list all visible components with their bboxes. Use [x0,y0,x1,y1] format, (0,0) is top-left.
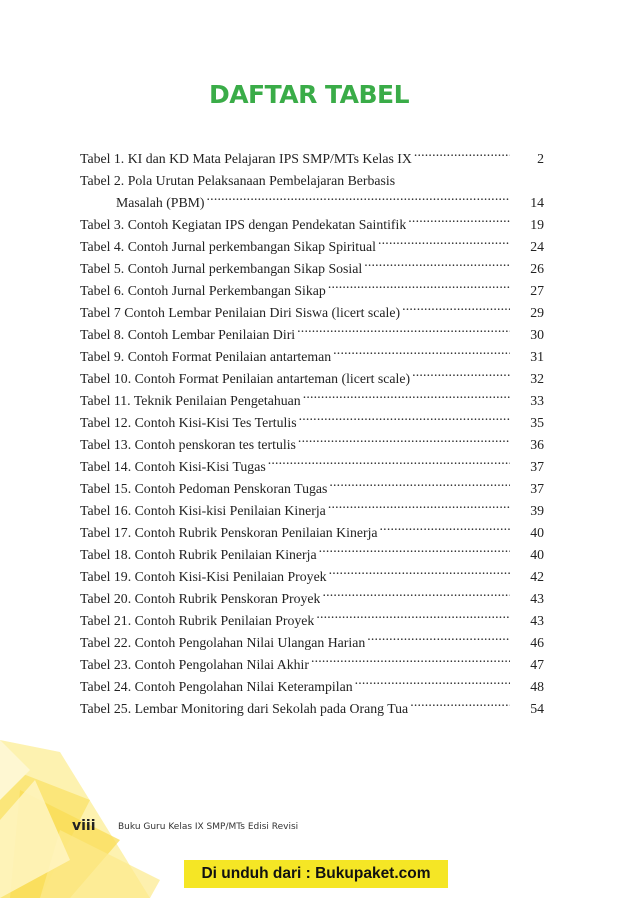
footer-page-number: viii [72,818,96,834]
toc-label: Tabel 13. Contoh penskoran tes tertulis [80,437,296,452]
toc-page-number: 33 [530,393,544,408]
dot-leader [410,691,510,713]
dot-leader [207,185,510,207]
toc-label: Tabel 22. Contoh Pengolahan Nilai Ulangan Harian [80,635,366,650]
dot-leader [333,339,510,361]
toc-label: Tabel 18. Contoh Rubrik Penilaian Kinerja [80,547,317,562]
dot-leader [303,383,510,405]
dot-leader [319,537,510,559]
toc-label: Tabel 15. Contoh Pedoman Penskoran Tugas [80,481,328,496]
toc-page-number: 24 [530,239,544,254]
toc-page-number: 43 [530,591,544,606]
dot-leader [408,207,510,229]
table-of-tables [80,141,544,716]
dot-leader [414,141,510,163]
toc-page-number: 19 [530,217,544,232]
dot-leader [298,427,510,449]
dot-leader [328,493,510,515]
toc-label: Tabel 8. Contoh Lembar Penilaian Diri [80,327,296,342]
dot-leader [299,405,510,427]
download-watermark: Di unduh dari : Bukupaket.com [184,860,448,888]
toc-page-number: 39 [530,503,544,518]
dot-leader [355,669,510,691]
toc-label: Tabel 1. KI dan KD Mata Pelajaran IPS SMP/MTs Kelas IX [80,151,412,166]
dot-leader [412,361,510,383]
toc-label: Tabel 4. Contoh Jurnal perkembangan Sikap Spiritual [80,239,376,254]
dot-leader [322,581,510,603]
toc-page-number: 31 [530,349,544,364]
dot-leader [367,625,510,647]
toc-page-number: 40 [530,547,544,562]
dot-leader [397,163,510,185]
toc-label: Tabel 2. Pola Urutan Pelaksanaan Pembelajaran Berbasis [80,173,396,188]
toc-page-number: 35 [530,415,544,430]
dot-leader [329,471,510,493]
toc-label: Tabel 24. Contoh Pengolahan Nilai Keterampilan [80,679,353,694]
toc-page-number: 14 [530,195,544,210]
toc-row [80,141,544,166]
dot-leader [380,515,510,537]
toc-label: Tabel 14. Contoh Kisi-Kisi Tugas [80,459,266,474]
toc-label: Tabel 5. Contoh Jurnal perkembangan Sikap Sosial [80,261,363,276]
toc-page-number: 30 [530,327,544,342]
dot-leader [316,603,510,625]
toc-page-number: 42 [530,569,544,584]
dot-leader [364,251,510,273]
toc-label: Tabel 3. Contoh Kegiatan IPS dengan Pendekatan Saintifik [80,217,407,232]
toc-label: Tabel 23. Contoh Pengolahan Nilai Akhir [80,657,309,672]
toc-label: Tabel 19. Contoh Kisi-Kisi Penilaian Proyek [80,569,327,584]
toc-page-number: 37 [530,459,544,474]
toc-page-number: 47 [530,657,544,672]
toc-label: Tabel 16. Contoh Kisi-kisi Penilaian Kinerja [80,503,326,518]
dot-leader [402,295,510,317]
dot-leader [329,559,510,581]
toc-label: Tabel 7 Contoh Lembar Penilaian Diri Siswa (licert scale) [80,305,401,320]
toc-label: Tabel 12. Contoh Kisi-Kisi Tes Tertulis [80,415,297,430]
toc-page-number: 32 [530,371,544,386]
toc-page-number: 37 [530,481,544,496]
dot-leader [268,449,510,471]
toc-label: Tabel 9. Contoh Format Penilaian antarteman [80,349,332,364]
toc-page-number: 43 [530,613,544,628]
toc-page-number: 36 [530,437,544,452]
footer-book-title: Buku Guru Kelas IX SMP/MTs Edisi Revisi [118,822,299,832]
toc-page-number: 40 [530,525,544,540]
toc-label: Tabel 25. Lembar Monitoring dari Sekolah pada Orang Tua [80,701,409,716]
toc-label: Tabel 11. Teknik Penilaian Pengetahuan [80,393,301,408]
toc-label: Tabel 20. Contoh Rubrik Penskoran Proyek [80,591,321,606]
toc-page-number: 26 [530,261,544,276]
toc-page-number: 27 [530,283,544,298]
toc-page-number: 29 [530,305,544,320]
toc-label: Tabel 10. Contoh Format Penilaian antarteman (licert scale) [80,371,411,386]
toc-page-number: 2 [537,151,544,166]
toc-label: Tabel 6. Contoh Jurnal Perkembangan Sikap [80,283,326,298]
toc-page-number: 54 [530,701,544,716]
dot-leader [328,273,510,295]
toc-label: Masalah (PBM) [116,195,205,210]
dot-leader [378,229,510,251]
toc-page-number: 48 [530,679,544,694]
dot-leader [311,647,510,669]
page-title: DAFTAR TABEL [208,80,410,109]
toc-page-number: 46 [530,635,544,650]
dot-leader [297,317,510,339]
toc-label: Tabel 21. Contoh Rubrik Penilaian Proyek [80,613,315,628]
toc-label: Tabel 17. Contoh Rubrik Penskoran Penilaian Kinerja [80,525,378,540]
